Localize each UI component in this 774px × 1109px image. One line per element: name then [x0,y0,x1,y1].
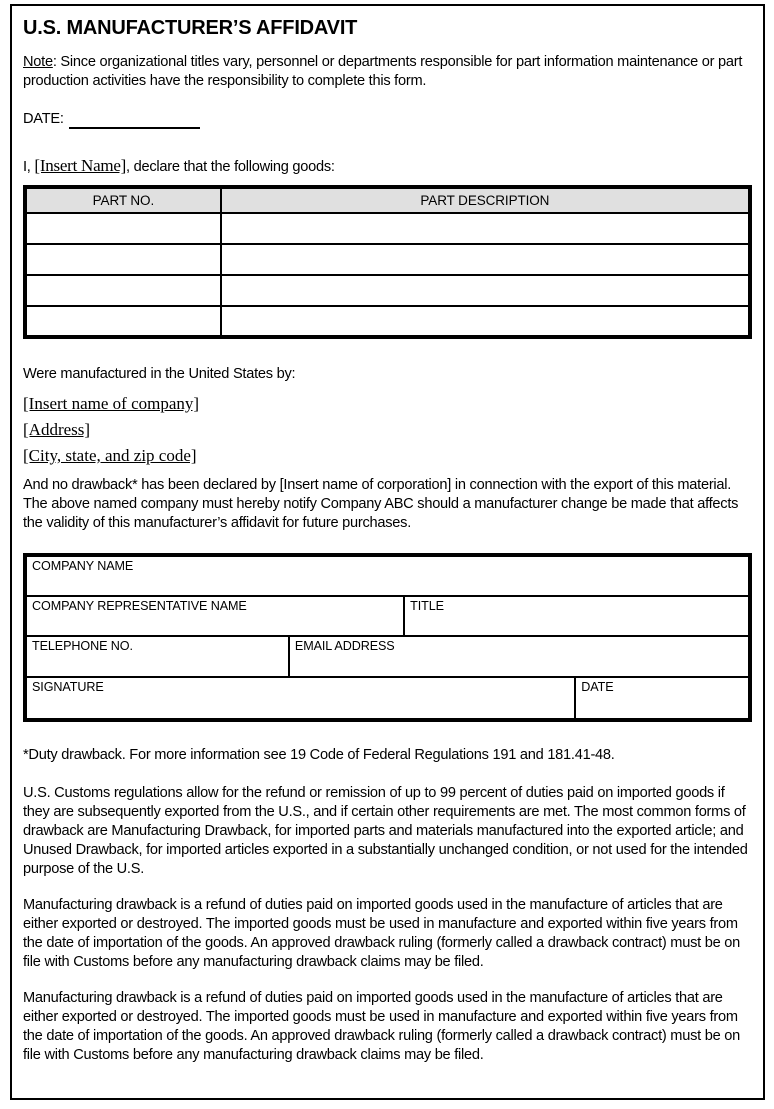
part-description-cell[interactable] [221,213,750,244]
note-paragraph [23,53,752,91]
title-field-label: TITLE [410,599,444,613]
customs-regulations-paragraph: U.S. Customs regulations allow for the refund or remission of up to 99 percent of duties paid on imported goods if they are subsequently exported from the U.S., and if certain other requirements are met. The most common forms of drawback are Manufacturing Drawback, for imported parts and materials manufactured into the exported article; and Unused Drawback, for imported articles exported in a substantially unchanged condition, or not used for the intended purpose of the U.S. [23,785,748,877]
representative-name-field-label: COMPANY REPRESENTATIVE NAME [32,599,247,613]
city-state-zip-placeholder-text: [City, state, and zip code] [23,446,197,465]
part-no-cell[interactable] [25,306,221,337]
part-no-header: PART NO. [25,187,221,213]
part-no-cell[interactable] [25,275,221,306]
signature-table [23,553,752,722]
note-text: : Since organizational titles vary, personnel or departments responsible for part information maintenance or part production activities have the responsibility to complete this form. [23,54,743,89]
address-placeholder[interactable] [23,417,752,443]
telephone-email-row [25,636,750,677]
representative-name-field[interactable] [25,596,404,636]
company-placeholder-block [23,391,752,469]
declaration-line [23,156,752,177]
declaration-suffix: , declare that the following goods: [126,159,335,175]
table-row [25,213,750,244]
telephone-field-label: TELEPHONE NO. [32,639,133,653]
date-line [23,110,752,129]
page-title: U.S. MANUFACTURER’S AFFIDAVIT [23,17,358,39]
signature-date-field-label: DATE [581,680,614,694]
title-field[interactable] [404,596,750,636]
manufactured-by-label: Were manufactured in the United States by: [23,366,296,382]
date-input-blank[interactable] [69,114,200,129]
representative-title-row [25,596,750,636]
part-description-cell[interactable] [221,275,750,306]
telephone-field[interactable] [25,636,289,677]
affidavit-page [10,4,765,1100]
declaration-prefix: I, [23,159,35,175]
company-name-placeholder[interactable] [23,391,752,417]
parts-table-header-row [25,187,750,213]
email-field[interactable] [289,636,750,677]
duty-drawback-footnote: *Duty drawback. For more information see 19 Code of Federal Regulations 191 and 181.41-48. [23,747,615,763]
company-name-placeholder-text: [Insert name of company] [23,394,200,413]
signature-field-label: SIGNATURE [32,680,104,694]
parts-table [23,185,752,339]
company-name-field-label: COMPANY NAME [32,559,134,573]
company-name-field[interactable] [25,555,750,596]
drawback-statement: And no drawback* has been declared by [Insert name of corporation] in connection with the export of this material. The above named company must hereby notify Company ABC should a manufacturer change be made that affects the validity of this manufacturer’s affidavit for future purchases. [23,477,739,531]
address-placeholder-text: [Address] [23,420,91,439]
signature-date-field[interactable] [575,677,750,720]
manufacturing-drawback-paragraph-2: Manufacturing drawback is a refund of duties paid on imported goods used in the manufacture of articles that are either exported or destroyed. The imported goods must be used in manufacture and exported within five years from the date of importation of the goods. An approved drawback ruling (formerly called a drawback contract) must be on file with Customs before any manufacturing drawback claims may be filed. [23,990,740,1063]
part-no-cell[interactable] [25,213,221,244]
city-state-zip-placeholder[interactable] [23,443,752,469]
signature-field[interactable] [25,677,575,720]
manufacturing-drawback-paragraph-1: Manufacturing drawback is a refund of duties paid on imported goods used in the manufacture of articles that are either exported or destroyed. The imported goods must be used in manufacture and exported within five years from the date of importation of the goods. An approved drawback ruling (formerly called a drawback contract) must be on file with Customs before any manufacturing drawback claims may be filed. [23,897,740,970]
part-description-header: PART DESCRIPTION [221,187,750,213]
table-row [25,275,750,306]
note-label: Note [23,54,53,70]
insert-name-placeholder[interactable]: [Insert Name] [34,156,127,175]
date-label: DATE: [23,111,64,127]
part-description-cell[interactable] [221,244,750,275]
email-field-label: EMAIL ADDRESS [294,639,395,653]
part-description-cell[interactable] [221,306,750,337]
table-row [25,244,750,275]
company-name-row [25,555,750,596]
part-no-cell[interactable] [25,244,221,275]
signature-date-row [25,677,750,720]
table-row [25,306,750,337]
